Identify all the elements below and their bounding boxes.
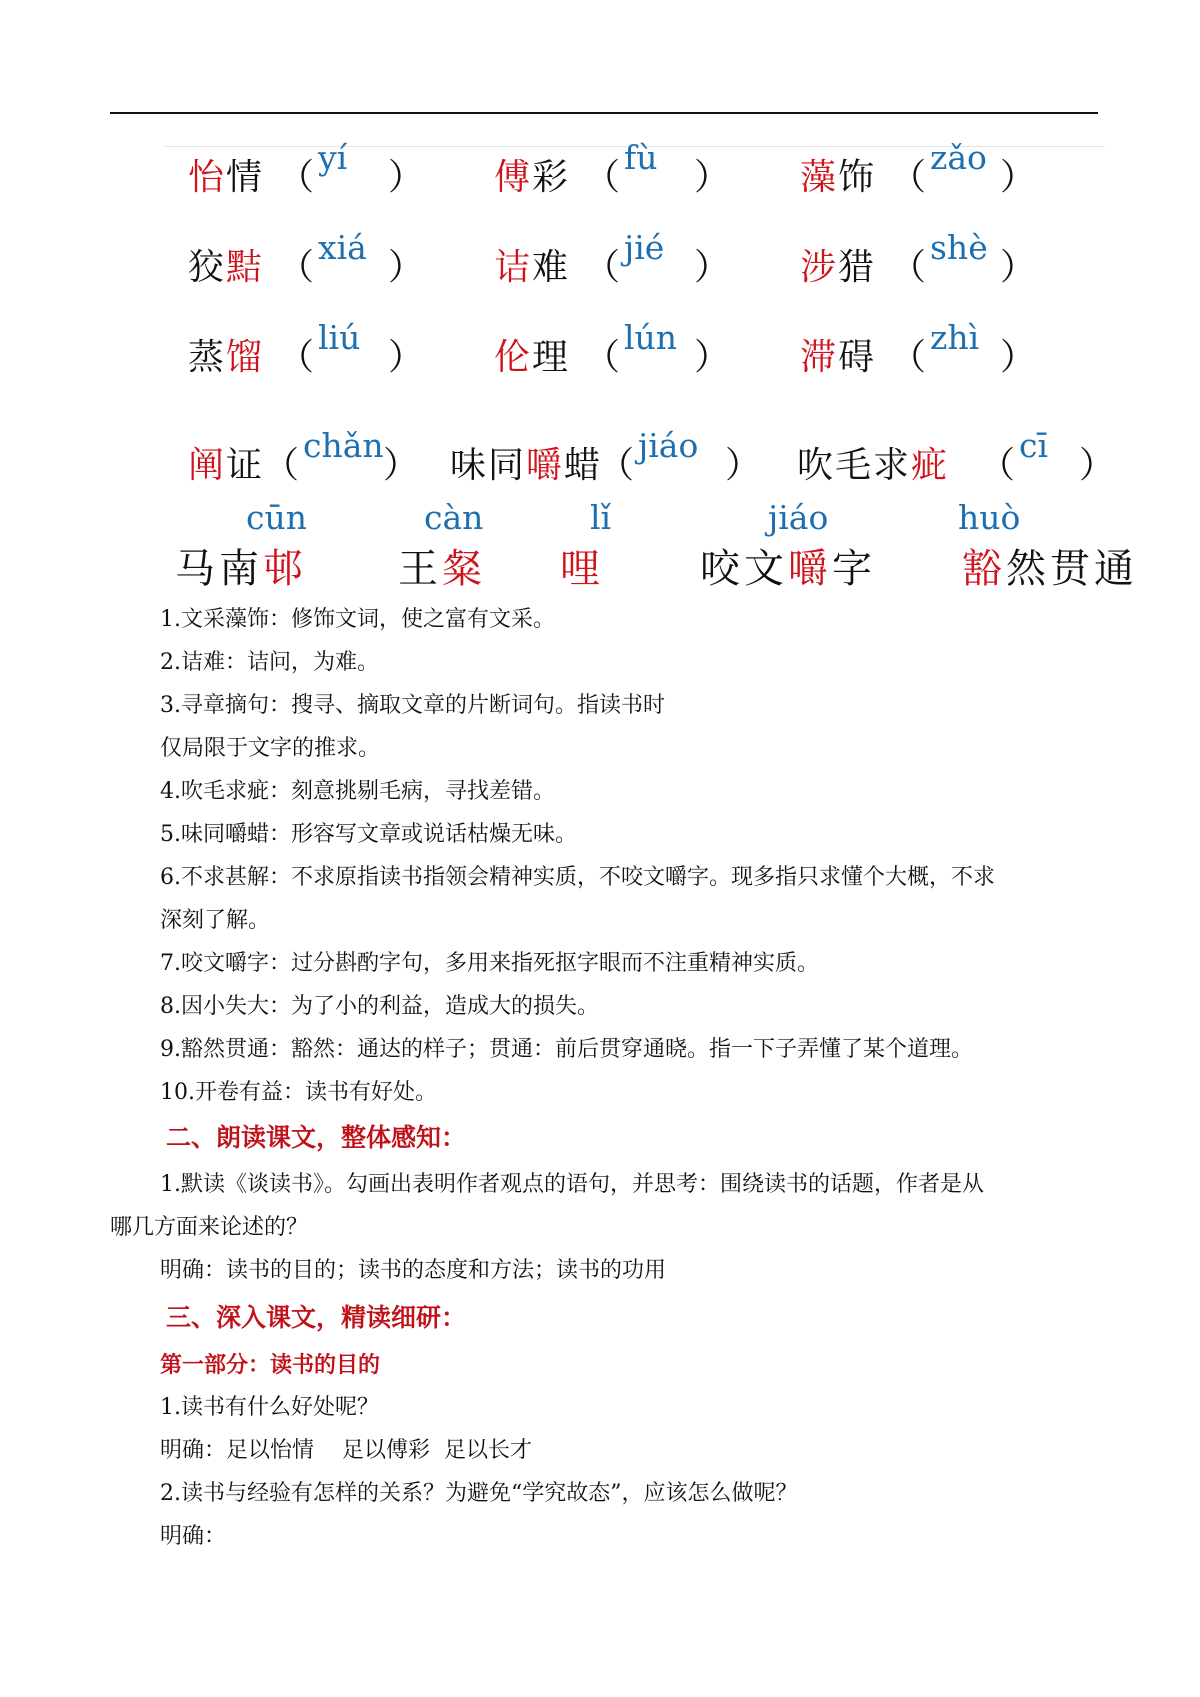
highlight-char: 哩 [560, 546, 604, 592]
definition-item: 深刻了解。 [160, 908, 271, 933]
extra-word [700, 543, 876, 595]
pinyin: fù [624, 138, 658, 177]
highlight-char: 诘 [494, 247, 533, 288]
vocab-word [800, 156, 876, 200]
vocab-word [800, 246, 876, 290]
pinyin: jié [624, 228, 665, 267]
extra-word [560, 543, 604, 595]
pinyin: jiáo [638, 426, 699, 465]
extra-word [175, 543, 307, 595]
section2-answer: 明确：读书的目的；读书的态度和方法；读书的功用 [160, 1258, 667, 1283]
paren-open: （ [890, 157, 927, 198]
vocab-word [494, 336, 570, 380]
highlight-char: 馏 [226, 337, 265, 378]
word-char: 彩 [532, 157, 571, 198]
word-char: 猎 [838, 247, 877, 288]
extra-pinyin: cūn [246, 498, 307, 537]
vocab-word [797, 444, 949, 488]
definition-item: 仅局限于文字的推求。 [160, 736, 381, 761]
pinyin: xiá [318, 228, 367, 267]
paren-open: （ [278, 157, 315, 198]
paren-open: （ [263, 445, 300, 486]
extra-pinyin: lǐ [590, 498, 612, 537]
section2-question-line1: 1.默读《谈读书》。勾画出表明作者观点的语句，并思考：围绕读书的话题，作者是从 [160, 1172, 984, 1197]
pinyin: lún [624, 318, 678, 357]
word-char: 狡 [188, 247, 227, 288]
paren-close: ） [1000, 337, 1037, 378]
highlight-char: 豁 [962, 546, 1006, 592]
section2-heading: 二、朗读课文，整体感知： [166, 1123, 467, 1152]
highlight-char: 嚼 [526, 445, 565, 486]
word-char: 吹毛求 [797, 445, 912, 486]
paren-close: ） [388, 247, 425, 288]
paren-close: ） [694, 247, 731, 288]
highlight-char: 粲 [442, 546, 486, 592]
extra-pinyin: càn [424, 498, 484, 537]
highlight-char: 疵 [911, 445, 950, 486]
highlight-char: 涉 [800, 247, 839, 288]
word-char: 理 [532, 337, 571, 378]
paren-open: （ [979, 445, 1016, 486]
definition-item: 10.开卷有益：读书有好处。 [160, 1080, 437, 1105]
vocab-word [494, 246, 570, 290]
highlight-char: 伦 [494, 337, 533, 378]
section2-question-line2: 哪几方面来论述的？ [110, 1215, 309, 1240]
paren-close: ） [383, 445, 420, 486]
definition-item: 9.豁然贯通：豁然：通达的样子；贯通：前后贯穿通晓。指一下子弄懂了某个道理。 [160, 1037, 973, 1062]
highlight-char: 藻 [800, 157, 839, 198]
word-char: 味同 [450, 445, 527, 486]
highlight-char: 嚼 [788, 546, 832, 592]
vocab-word [188, 246, 264, 290]
vocab-word [188, 156, 264, 200]
vocab-word [450, 444, 602, 488]
paren-open: （ [584, 337, 621, 378]
paren-close: ） [694, 337, 731, 378]
word-char: 咬文 [700, 546, 788, 592]
vocab-word [494, 156, 570, 200]
definition-item: 6.不求甚解：不求原指读书指领会精神实质，不咬文嚼字。现多指只求懂个大概，不求 [160, 865, 995, 890]
paren-close: ） [1079, 445, 1116, 486]
paren-close: ） [388, 337, 425, 378]
word-char: 蒸 [188, 337, 227, 378]
word-char: 王 [398, 546, 442, 592]
definition-item: 2.诘难：诘问，为难。 [160, 650, 379, 675]
part1-question1: 1.读书有什么好处呢？ [160, 1395, 379, 1420]
header-rule [110, 112, 1098, 114]
pinyin: zǎo [930, 138, 987, 177]
paren-open: （ [598, 445, 635, 486]
highlight-char: 阐 [188, 445, 227, 486]
highlight-char: 滞 [800, 337, 839, 378]
pinyin: yí [318, 138, 348, 177]
pinyin: chǎn [303, 426, 384, 465]
pinyin: shè [930, 228, 988, 267]
vocab-word [188, 336, 264, 380]
part1-answer1: 明确：足以怡情 足以傅彩 足以长才 [160, 1438, 532, 1463]
paren-open: （ [278, 337, 315, 378]
word-char: 字 [832, 546, 876, 592]
word-char: 情 [226, 157, 265, 198]
pinyin: zhì [930, 318, 980, 357]
word-char: 然贯通 [1006, 546, 1138, 592]
word-char: 饰 [838, 157, 877, 198]
highlight-char: 邨 [263, 546, 307, 592]
extra-pinyin: jiáo [768, 498, 829, 537]
paren-open: （ [890, 337, 927, 378]
paren-open: （ [278, 247, 315, 288]
paren-open: （ [890, 247, 927, 288]
definition-item: 4.吹毛求疵：刻意挑剔毛病，寻找差错。 [160, 779, 555, 804]
definition-item: 5.味同嚼蜡：形容写文章或说话枯燥无味。 [160, 822, 577, 847]
word-char: 难 [532, 247, 571, 288]
paren-close: ） [1000, 247, 1037, 288]
definition-item: 7.咬文嚼字：过分斟酌字句，多用来指死抠字眼而不注重精神实质。 [160, 951, 819, 976]
highlight-char: 傅 [494, 157, 533, 198]
part1-question2: 2.读书与经验有怎样的关系？为避免“学究故态”，应该怎么做呢？ [160, 1481, 798, 1506]
extra-pinyin-row [0, 497, 1200, 539]
extra-pinyin: huò [958, 498, 1021, 537]
pinyin: cī [1019, 426, 1049, 465]
paren-close: ） [694, 157, 731, 198]
vocab-word [188, 444, 264, 488]
part1-answer2: 明确： [160, 1524, 227, 1549]
definition-item: 3.寻章摘句：搜寻、摘取文章的片断词句。指读书时 [160, 693, 665, 718]
definition-item: 1.文采藻饰：修饰文词，使之富有文采。 [160, 607, 555, 632]
word-char: 马南 [175, 546, 263, 592]
highlight-char: 怡 [188, 157, 227, 198]
paren-close: ） [725, 445, 762, 486]
paren-close: ） [388, 157, 425, 198]
paren-open: （ [584, 157, 621, 198]
extra-word [398, 543, 486, 595]
vocab-word [800, 336, 876, 380]
part1-heading: 第一部分：读书的目的 [160, 1352, 381, 1378]
word-char: 证 [226, 445, 265, 486]
word-char: 蜡 [564, 445, 603, 486]
highlight-char: 黠 [226, 247, 265, 288]
pinyin: liú [318, 318, 361, 357]
paren-open: （ [584, 247, 621, 288]
section3-heading: 三、深入课文，精读细研： [166, 1303, 467, 1332]
paren-close: ） [1000, 157, 1037, 198]
extra-word [962, 543, 1138, 595]
definition-item: 8.因小失大：为了小的利益，造成大的损失。 [160, 994, 599, 1019]
word-char: 碍 [838, 337, 877, 378]
extra-words-row [0, 543, 1200, 595]
